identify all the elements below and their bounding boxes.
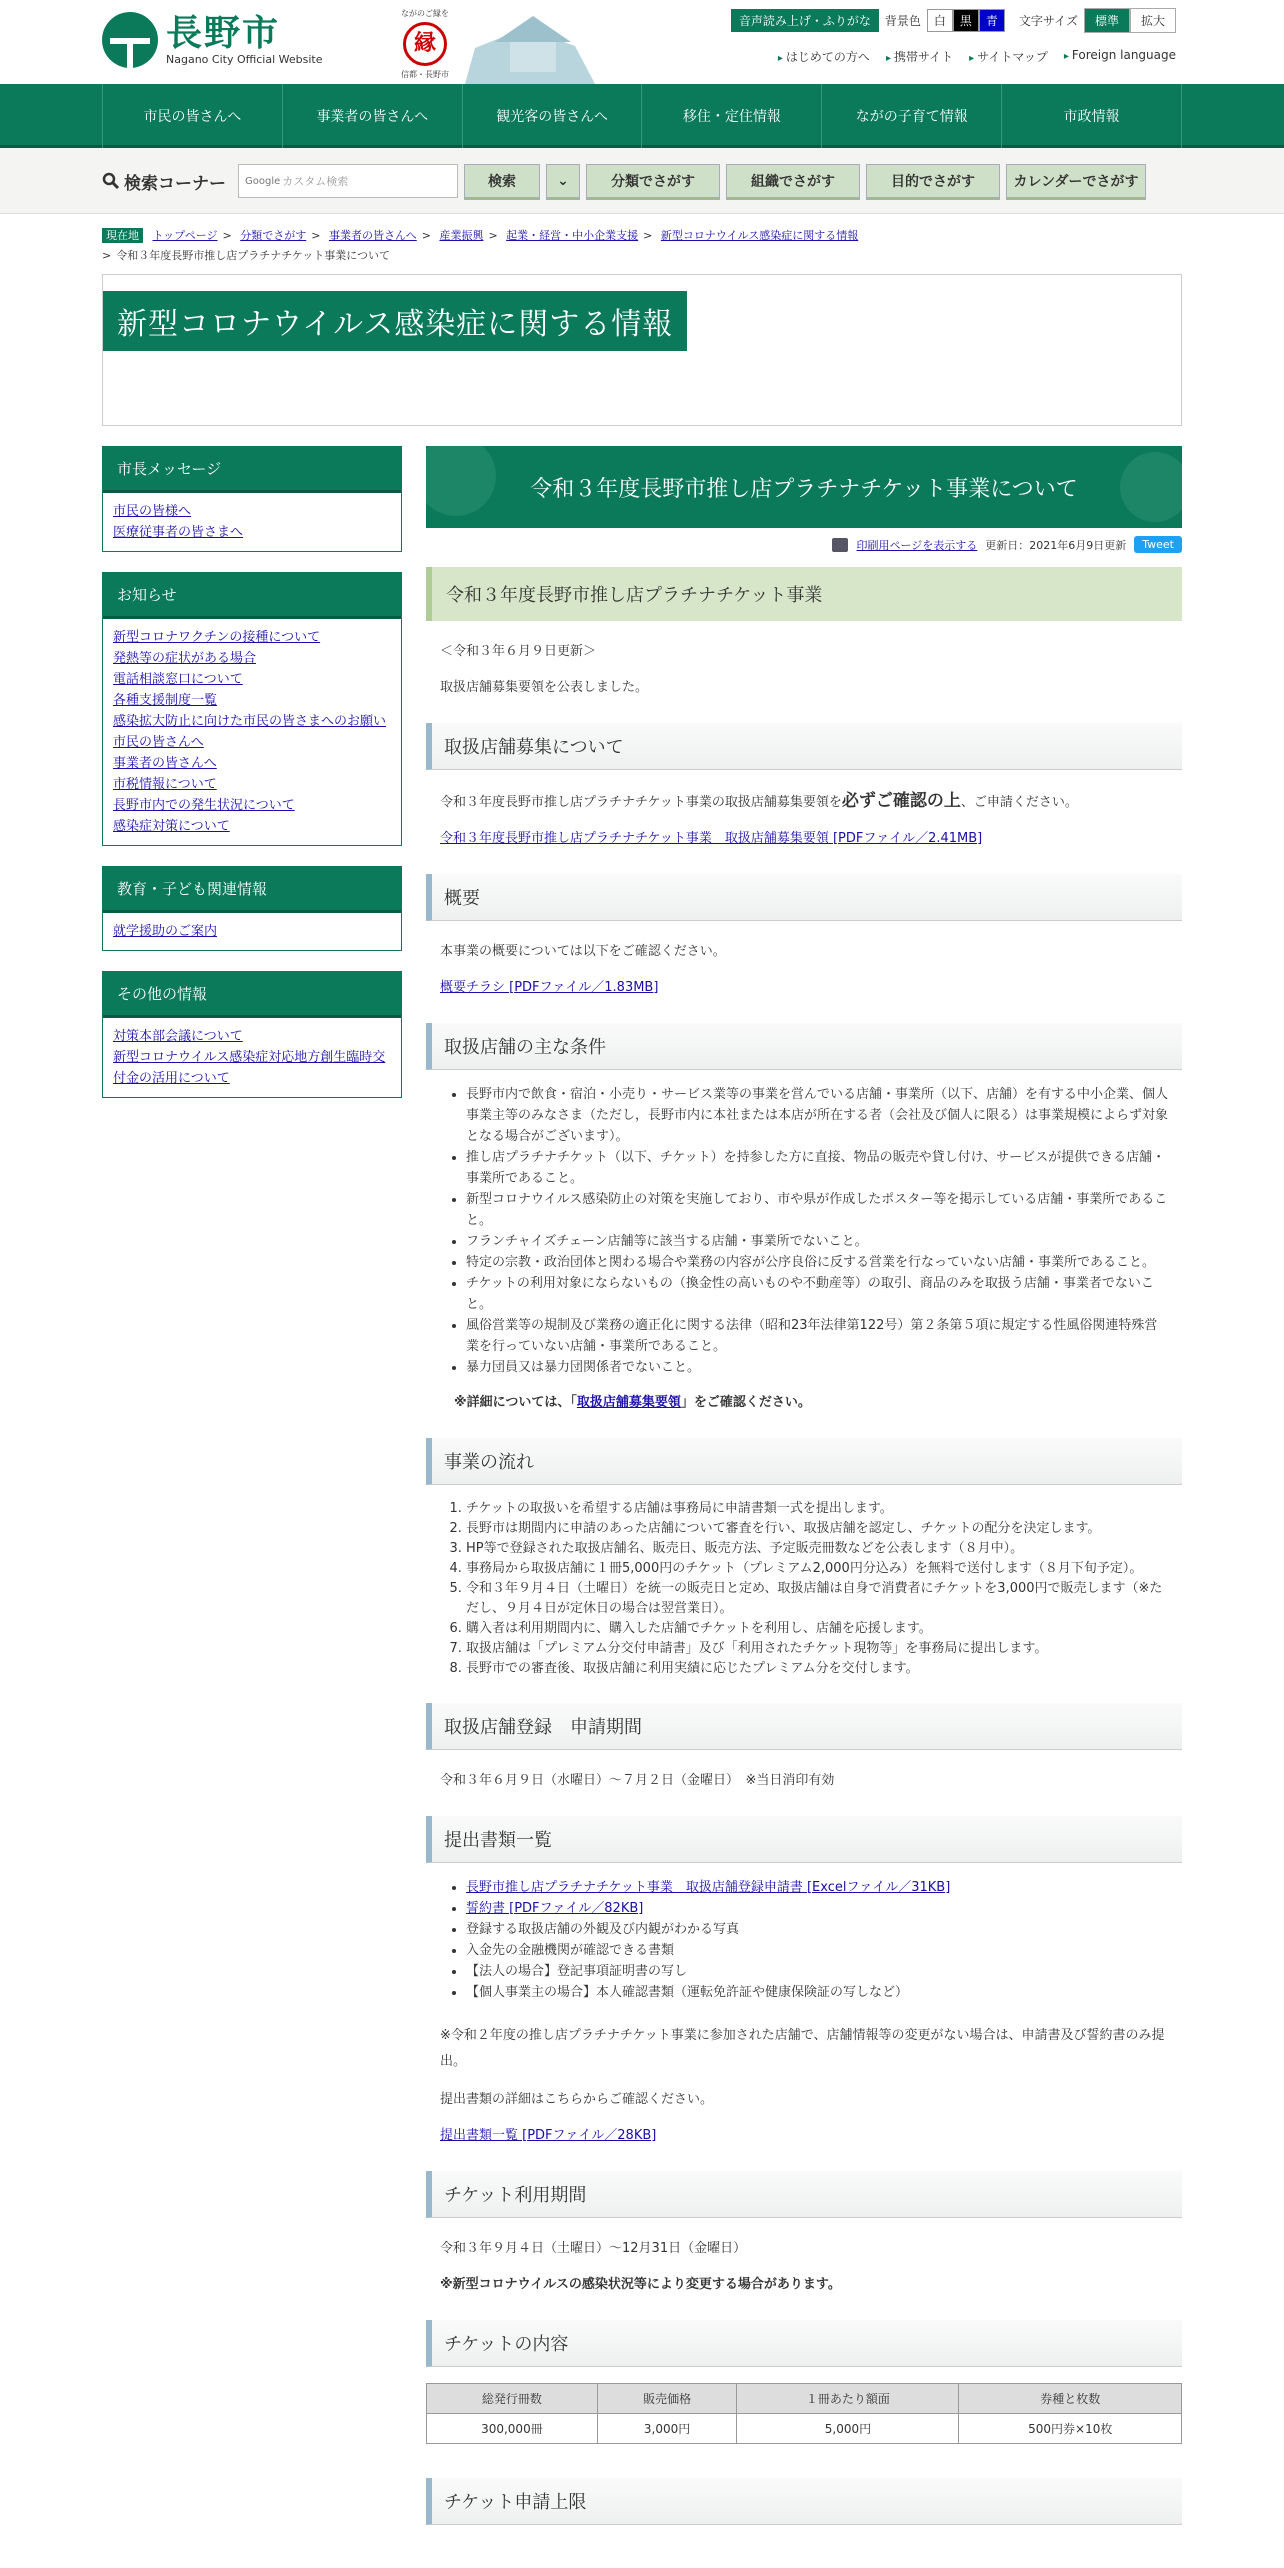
font-large-button[interactable]: 拡大 [1130,8,1176,33]
table-header-cell: 販売価格 [597,2384,737,2414]
recruitment-guide-pdf-link[interactable]: 令和３年度長野市推し店プラチナチケット事業 取扱店舗募集要領 [PDFファイル／2.41MB] [440,831,983,846]
section-heading: 概要 [426,874,1182,921]
site-header [0,0,1284,84]
usage-period-note: ※新型コロナウイルスの感染状況等により変更する場合があります。 [440,2277,841,2292]
table-header-cell: 総発行冊数 [427,2384,598,2414]
sidebar-link[interactable]: 長野市内での発生状況について [113,798,295,813]
list-item: • 【法人の場合】登記事項証明書の写し [466,1961,1168,1982]
search-bar [0,148,1284,214]
documents-detail-text: 提出書類の詳細はこちらからご確認ください。 [440,2092,714,2107]
tweet-button[interactable]: Tweet [1134,536,1182,553]
city-emblem-icon [102,12,158,68]
body-text: 本事業の概要については以下をご確認ください。 [440,944,726,959]
ticket-table [426,2383,1182,2444]
update-note: ＜令和３年６月９日更新＞ [440,644,597,659]
list-item: • 風俗営業等の規制及び業務の適正化に関する法律（昭和23年法律第122号）第２条第５項に規定する性風俗関連特殊営業を行っていない店舗・事業所であること。 [466,1315,1168,1357]
intro-text: 取扱店舗募集要領を公表しました。 [440,680,649,695]
documents-note: ※令和２年度の推し店プラチナチケット事業に参加された店舗で、店舗情報等の変更がない場合は、申請書及び誓約書のみ提出。 [440,2028,1165,2069]
search-icon [102,172,120,190]
sidebar-box-mayor [102,446,402,552]
list-item: • 推し店プラチナチケット（以下、チケット）を持参した方に直接、物品の販売や貸し付け、サービスが提供できる店舗・事業所であること。 [466,1147,1168,1189]
overview-flyer-pdf-link[interactable]: 概要チラシ [PDFファイル／1.83MB] [440,980,659,995]
conditions-list [426,1084,1182,1378]
search-label-text: 検索コーナー [124,173,226,194]
section-heading: 提出書類一覧 [426,1816,1182,1863]
breadcrumb-item[interactable]: 事業者の皆さんへ [328,229,417,242]
city-name-jp: 長野市 [166,12,281,54]
text-fragment: 令和３年度長野市推し店プラチナチケット事業の取扱店舗募集要領を [440,795,842,810]
sidebar-link[interactable]: 新型コロナウイルス感染症対応地方創生臨時交付金の活用について [113,1050,386,1086]
section-heading: チケットの内容 [426,2320,1182,2367]
breadcrumb-item[interactable]: トップページ [152,229,218,242]
updated-date: 更新日：2021年6月9日更新 [985,538,1127,552]
list-item: 8. 長野市での審査後、取扱店舗に利用実績に応じたプレミアム分を交付します。 [466,1659,1168,1679]
sidebar-link[interactable]: 電話相談窓口について [113,672,243,687]
section-heading: 取扱店舗募集について [426,723,1182,770]
flower-decoration-icon [426,446,496,516]
badge-bottom-text: 信都・長野市 [401,70,449,79]
gnav-tourists[interactable]: 観光客の皆さんへ [463,84,643,148]
sidebar-link[interactable]: 各種支援制度一覧 [113,693,218,708]
list-item: 6. 購入者は利用期間内に、購入した店舗でチケットを利用し、店舗を応援します。 [466,1619,1168,1639]
sidebar-link[interactable]: 発熱等の症状がある場合 [113,651,257,666]
table-cell: 3,000円 [597,2414,737,2444]
list-item: • 長野市内で飲食・宿泊・小売り・サービス業等の事業を営んでいる店舗・事業所（以下、店舗）を有する中小企業、個人事業主等のみなさま（ただし，長野市内に本社または本店が所在する者（会社及び個人に限る）は事業規模によらず対象となる場合がございます）。 [466,1084,1168,1147]
list-item: 7. 取扱店舗は「プレミアム分交付申請書」及び「利用されたチケット現物等」を事務局に提出します。 [466,1639,1168,1659]
google-logo-text: Google [245,175,281,187]
search-by-organization-button[interactable]: 組織でさがす [726,164,860,198]
table-cell: 500円券×10枚 [959,2414,1182,2444]
gnav-childcare[interactable]: ながの子育て情報 [822,84,1002,148]
category-title: 新型コロナウイルス感染症に関する情報 [103,291,687,351]
search-by-calendar-button[interactable]: カレンダーでさがす [1006,164,1146,198]
sidebar-link[interactable]: 新型コロナワクチンの接種について [113,630,321,645]
sidebar-link[interactable]: 市民の皆さんへ [113,735,204,750]
sidebar-link[interactable]: 医療従事者の皆さまへ [113,525,244,540]
list-item: 1. チケットの取扱いを希望する店舗は事務局に申請書類一式を提出します。 [466,1499,1168,1519]
en-seal-icon: 縁 [403,22,447,66]
flow-list [426,1499,1182,1679]
sidebar-link[interactable]: 事業者の皆さんへ [113,756,217,771]
sidebar-box-title: 市長メッセージ [103,447,401,493]
gnav-businesses[interactable]: 事業者の皆さんへ [283,84,463,148]
sidebar-link[interactable]: 感染症対策について [113,819,230,834]
table-header-row [427,2384,1182,2414]
font-size-label: 文字サイズ [1018,14,1078,28]
breadcrumb-current: 令和３年度長野市推し店プラチナチケット事業について [116,249,391,262]
site-logo[interactable] [102,12,323,68]
link-first-time[interactable]: ▸ はじめての方へ [778,48,870,65]
gnav-relocation[interactable]: 移住・定住情報 [642,84,822,148]
main-content [426,446,1182,2525]
page-title-banner [426,446,1182,528]
list-item: 5. 令和３年９月４日（土曜日）を統一の販売日と定め、取扱店舗は自身で消費者にチケットを3,000円で販売します（※ただし、９月４日が定休日の場合は翌営業日）。 [466,1579,1168,1619]
breadcrumb-here-label: 現在地 [102,228,143,243]
voice-furigana-button[interactable]: 音声読み上げ・ふりがな [731,9,879,32]
text-fragment: 、ご申請ください。 [960,795,1078,810]
sidebar-link[interactable]: 市民の皆様へ [113,504,192,519]
sidebar [102,446,402,2525]
search-label [102,169,226,194]
sidebar-box-education [102,866,402,951]
font-normal-button[interactable]: 標準 [1084,8,1130,33]
section-heading: チケット利用期間 [426,2171,1182,2218]
documents-list-pdf-link[interactable]: 提出書類一覧 [PDFファイル／28KB] [440,2128,657,2143]
bg-black-button[interactable]: 黒 [953,9,979,32]
body-text [426,790,1182,814]
bg-white-button[interactable]: 白 [927,9,953,32]
section-heading: チケット申請上限 [426,2478,1182,2525]
printer-icon [832,538,848,552]
link-sitemap[interactable]: ▸ サイトマップ [969,48,1048,65]
application-period: 令和３年６月９日（水曜日）～７月２日（金曜日） ※当日消印有効 [440,1773,835,1788]
list-item: • 新型コロナウイルス感染防止の対策を実施しており、市や県が作成したポスター等を掲示している店舗・事業所であること。 [466,1189,1168,1231]
search-button[interactable]: 検索 [464,164,540,198]
print-page-link[interactable]: 印刷用ページを表示する [856,538,978,552]
search-input[interactable] [238,164,458,198]
table-cell: 300,000冊 [427,2414,598,2444]
list-item: • 特定の宗教・政治団体と関わる場合や業務の内容が公序良俗に反する営業を行なっていない店舗・事業所であること。 [466,1252,1168,1273]
en-badge [400,8,450,80]
breadcrumb-item[interactable]: 起業・経営・中小企業支援 [506,229,639,242]
sidebar-link[interactable]: 市税情報について [113,777,217,792]
breadcrumb-item[interactable]: 新型コロナウイルス感染症に関する情報 [660,229,859,242]
recruitment-guide-link[interactable]: 取扱店舗募集要領 [576,1395,681,1410]
list-item: • チケットの利用対象にならないもの（換金性の高いものや不動産等）の取引、商品のみを取扱う店舗・事業者でないこと。 [466,1273,1168,1315]
search-by-purpose-button[interactable]: 目的でさがす [866,164,1000,198]
city-name-en: Nagano City Official Website [166,52,323,66]
documents-list [426,1877,1182,2003]
gnav-city-admin[interactable]: 市政情報 [1002,84,1182,148]
pledge-pdf-link[interactable]: 誓約書 [PDFファイル／82KB] [466,1901,644,1916]
sidebar-link[interactable]: 対策本部会議について [113,1029,243,1044]
list-item: 4. 事務局から取扱店舗に１冊5,000円のチケット（プレミアム2,000円分込み）を無料で送付します（８月下旬予定）。 [466,1559,1168,1579]
list-item: • フランチャイズチェーン店舗等に該当する店舗・事業所でないこと。 [466,1231,1168,1252]
sidebar-link[interactable]: 就学援助のご案内 [113,924,218,939]
sidebar-box-title: その他の情報 [103,972,401,1018]
search-placeholder: カスタム検索 [282,175,349,188]
breadcrumb-item[interactable]: 分類でさがす [240,229,307,242]
bg-blue-button[interactable]: 青 [979,9,1005,32]
list-item: 2. 長野市は期間内に申請のあった店舗について審査を行い、取扱店舗を認定し、チケットの配分を決定します。 [466,1519,1168,1539]
bg-color-label: 背景色 [884,14,921,28]
list-item: • 【個人事業主の場合】本人確認書類（運転免許証や健康保険証の写しなど） [466,1982,1168,2003]
table-header-cell: 券種と枚数 [959,2384,1182,2414]
link-foreign-language[interactable]: ▸ Foreign language [1064,48,1176,65]
table-row [427,2414,1182,2444]
temple-illustration-icon [455,8,610,84]
list-item: • 入金先の金融機関が確認できる書類 [466,1940,1168,1961]
section-heading: 事業の流れ [426,1438,1182,1485]
link-mobile[interactable]: ▸ 携帯サイト [886,48,953,65]
category-hero [102,274,1182,426]
list-item: 3. HP等で登録された取扱店舗名、販売日、販売方法、予定販売冊数などを公表します（８月中）。 [466,1539,1168,1559]
badge-top-text: ながのご縁を [401,9,449,18]
sidebar-box-news [102,572,402,846]
global-nav [0,84,1284,148]
sidebar-box-title: 教育・子ども関連情報 [103,867,401,913]
details-note [426,1392,1182,1414]
breadcrumb-item[interactable]: 産業振興 [439,229,484,242]
sidebar-box-other [102,971,402,1098]
usage-period: 令和３年９月４日（土曜日）～12月31日（金曜日） [440,2241,747,2256]
breadcrumb: 現在地 トップページ > 分類でさがす > 事業者の皆さんへ > 産業振興 > 起業・経営・中小企業支援 > 新型コロナウイルス感染症に関する情報 > 令和３年度長野市推し店プラチナチケット事業について [102,229,859,262]
text-fragment: 」をご確認ください。 [680,1395,811,1410]
gnav-citizens[interactable]: 市民の皆さんへ [103,84,283,148]
search-by-category-button[interactable]: 分類でさがす [586,164,720,198]
section-heading: 取扱店舗の主な条件 [426,1023,1182,1070]
search-dropdown-button[interactable]: ⌄ [546,164,580,198]
application-form-link[interactable]: 長野市推し店プラチナチケット事業 取扱店舗登録申請書 [Excelファイル／31KB] [466,1880,951,1895]
section-heading: 令和３年度長野市推し店プラチナチケット事業 [426,567,1182,621]
emphasis-text: 必ずご確認の上 [841,791,961,811]
text-fragment: ※詳細については、「 [454,1395,577,1410]
table-header-cell: １冊あたり額面 [737,2384,959,2414]
table-cell: 5,000円 [737,2414,959,2444]
sidebar-link[interactable]: 感染拡大防止に向けた市民の皆さまへのお願い [113,714,387,729]
list-item: • 暴力団員又は暴力団関係者でないこと。 [466,1357,1168,1378]
sidebar-box-title: お知らせ [103,573,401,619]
flower-decoration-icon [1120,452,1182,522]
page-title: 令和３年度長野市推し店プラチナチケット事業について [530,476,1078,502]
list-item: • 登録する取扱店舗の外観及び内観がわかる写真 [466,1919,1168,1940]
section-heading: 取扱店舗登録 申請期間 [426,1703,1182,1750]
